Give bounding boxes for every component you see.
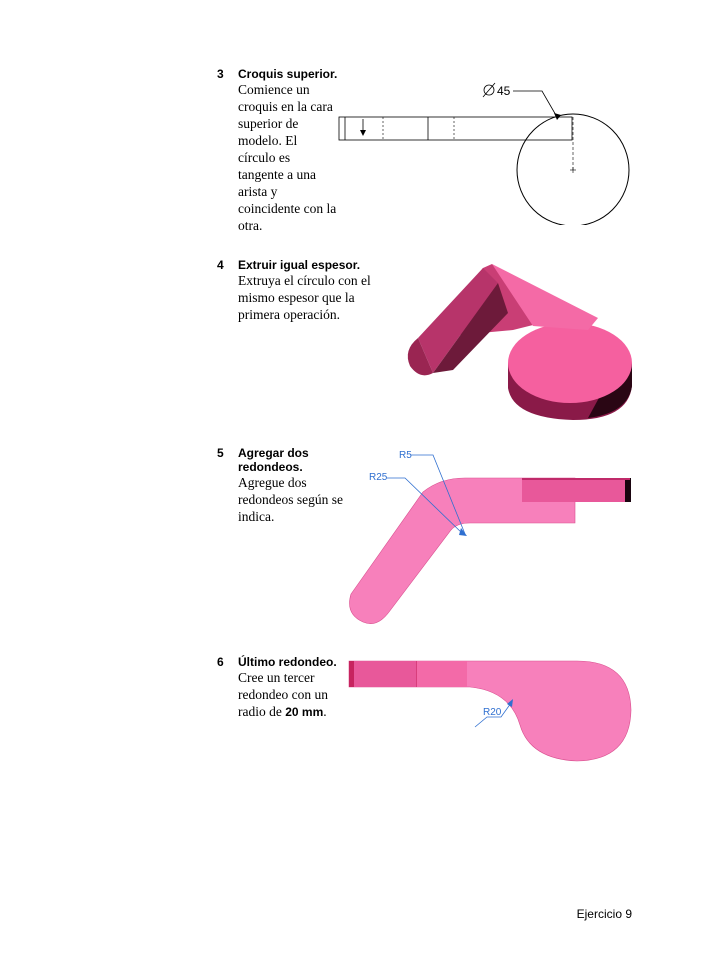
step-heading: Agregar dos redondeos.	[238, 446, 309, 474]
step-6-fillet-figure	[345, 655, 635, 765]
step-number: 3	[217, 67, 224, 81]
diameter-dimension: 45	[497, 84, 511, 98]
step-number: 5	[217, 446, 224, 460]
r25-label: R25	[369, 472, 388, 483]
step-body: Cree un tercer redondeo con un radio de 20 mm.	[238, 670, 328, 719]
step-3-sketch-figure	[335, 75, 635, 225]
step-number: 6	[217, 655, 224, 669]
step-4-extrude-figure	[398, 258, 638, 428]
r5-label: R5	[399, 450, 412, 461]
step-5-fillet-figure	[345, 442, 635, 632]
step-body: Extruya el círculo con el mismo espesor que la primera operación.	[238, 273, 371, 322]
step-number: 4	[217, 258, 224, 272]
step-heading: Extruir igual espesor.	[238, 258, 361, 272]
page-footer: Ejercicio 9	[576, 907, 632, 921]
step-body: Agregue dos redondeos según se indica.	[238, 475, 343, 524]
step-heading: Último redondeo.	[238, 655, 337, 669]
r20-label: R20	[483, 707, 502, 718]
step-body: Comience un croquis en la cara superior de modelo. El círculo es tangente a una arista y coincidente con la otra.	[238, 82, 337, 233]
step-heading: Croquis superior.	[238, 67, 338, 81]
